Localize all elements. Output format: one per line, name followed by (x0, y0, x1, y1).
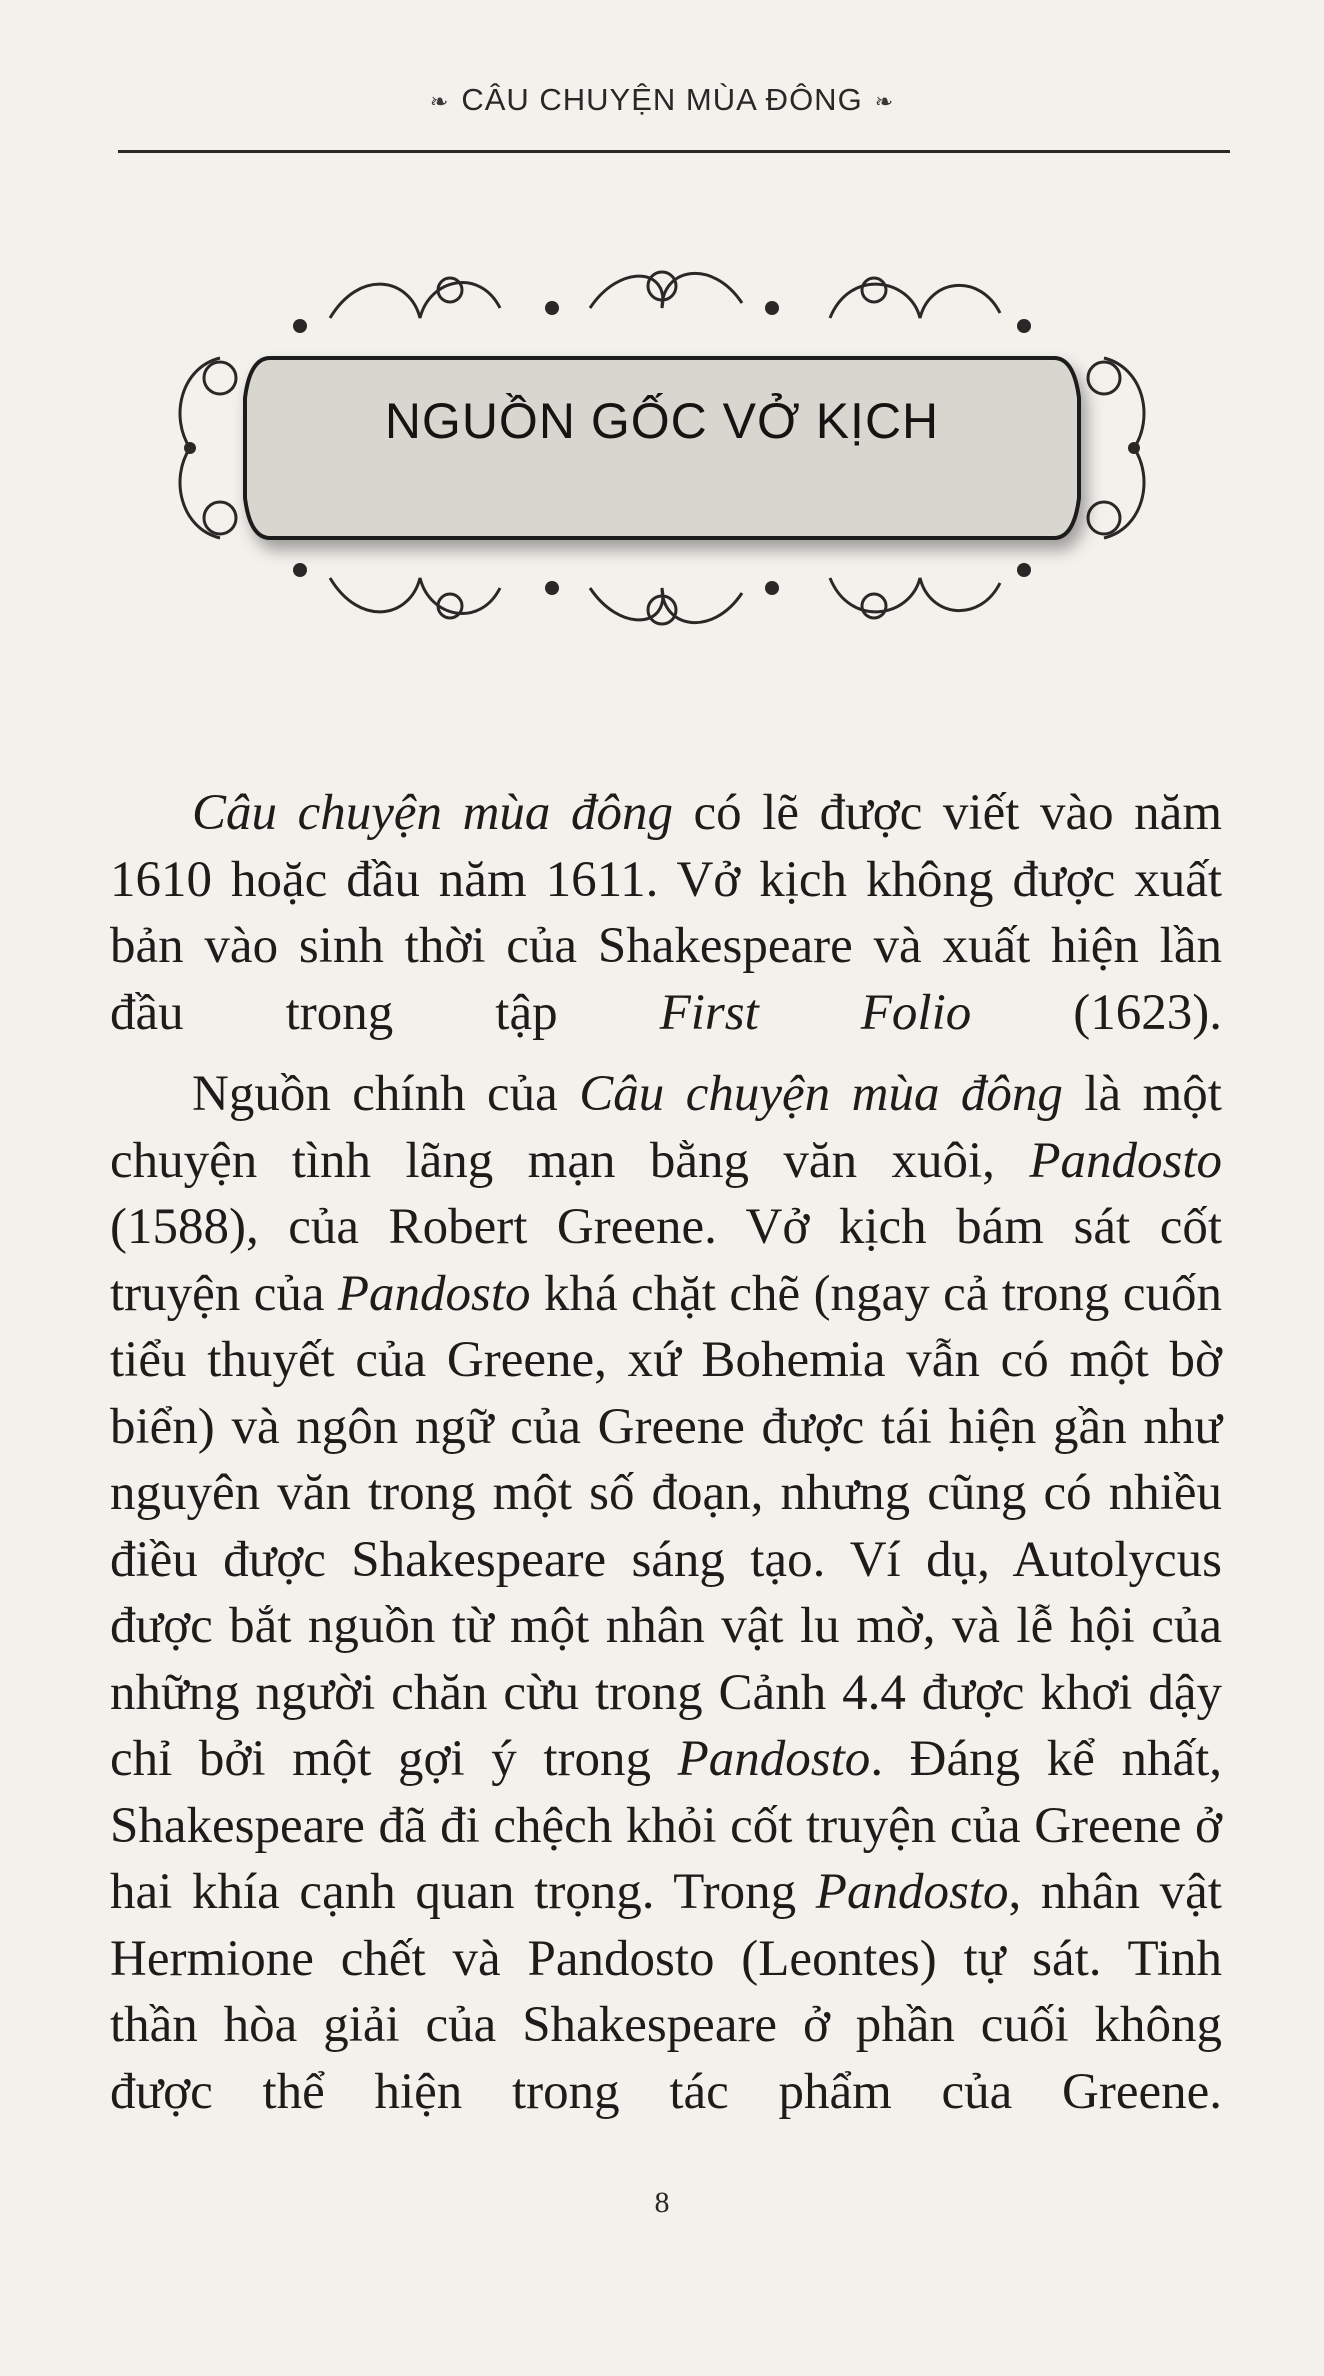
paragraph-1 (110, 780, 1222, 1046)
italic-title: Câu chuyện mùa đông (192, 785, 673, 841)
paragraph-text: là một chuyện tình lãng mạn bằng văn xuôi, (110, 1066, 1222, 1189)
paragraph-text: (1588), của Robert Greene. Vở kịch bám sát cốt truyện của (110, 1199, 1222, 1322)
italic-work: Pandosto (337, 1265, 531, 1322)
body-text (110, 780, 1222, 2140)
section-title: NGUỒN GỐC VỞ KỊCH (384, 393, 940, 449)
paragraph-text: khá chặt chẽ (ngay cả trong cuốn tiểu thuyết của Greene, xứ Bohemia vẫn có một bờ biển) và ngôn ngữ của Greene được tái hiện gần như nguyên văn trong một số đoạn, nhưng cũng có nhiều điều được Shakespeare sáng tạo. Ví dụ, Autolycus được bắt nguồn từ một nhân vật lu mờ, và lễ hội của những người chăn cừu trong Cảnh 4.4 được khơi dậy chỉ bởi một gợi ý trong (110, 1265, 1222, 1787)
paragraph-text: , nhân vật Hermione chết và Pandosto (Leontes) tự sát. Tinh thần hòa giải của Shakespeare ở phần cuối không được thể hiện trong tác phẩm của Greene. (110, 1864, 1222, 2120)
italic-work: First Folio (659, 984, 972, 1041)
paragraph-text: (1623). (971, 984, 1222, 1041)
italic-work: Pandosto (677, 1731, 871, 1787)
running-head-text: CÂU CHUYỆN MÙA ĐÔNG (461, 82, 863, 117)
paragraph-text: có lẽ được viết vào năm 1610 hoặc đầu năm 1611. Vở kịch không được xuất bản vào sinh thời của Shakespeare và xuất hiện lần đầu trong tập (110, 785, 1222, 1041)
italic-work: Pandosto (815, 1864, 1009, 1920)
header-rule (118, 150, 1230, 153)
leaf-ornament-icon: ❧ (429, 88, 450, 114)
page-number: 8 (654, 2186, 670, 2219)
paragraph-text: Nguồn chính của (192, 1066, 580, 1122)
italic-work: Pandosto (1029, 1132, 1222, 1189)
italic-title: Câu chuyện mùa đông (579, 1066, 1063, 1122)
paragraph-2 (110, 1061, 1222, 2125)
paragraph-text: . Đáng kể nhất, Shakespeare đã đi chệch khỏi cốt truyện của Greene ở hai khía cạnh quan trọng. Trong (110, 1731, 1222, 1920)
leaf-ornament-icon: ❧ (874, 88, 895, 114)
running-head (0, 82, 1324, 118)
